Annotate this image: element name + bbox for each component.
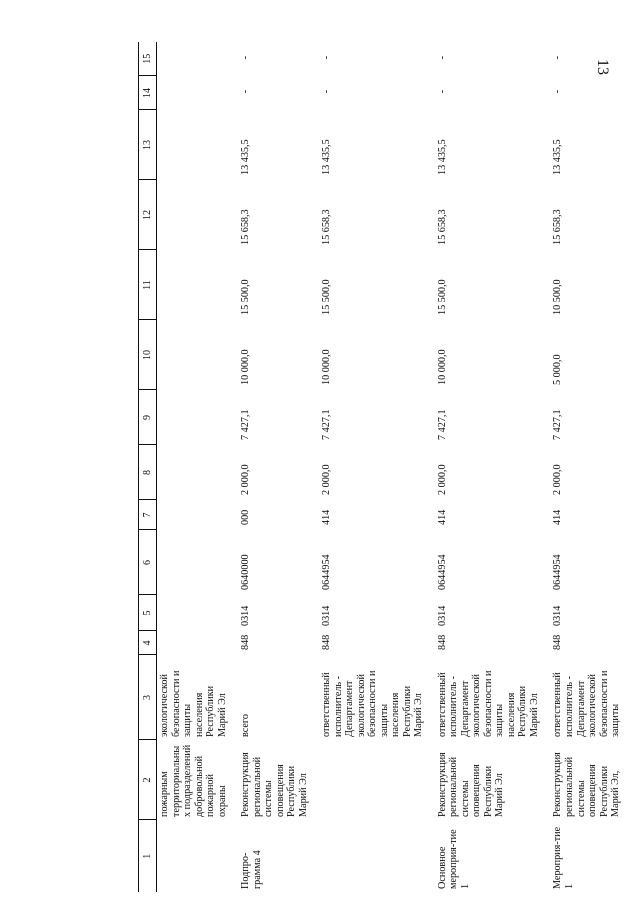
- table-cell: Реконструкция региональной системы оповещения Республики Марий Эл,: [552, 752, 622, 817]
- column-header-7: 7: [139, 500, 157, 530]
- column-header-13: 13: [139, 110, 157, 180]
- table-cell: 0644954: [436, 554, 448, 590]
- table-cell: [157, 820, 239, 892]
- table-cell: 15 500,0: [240, 279, 252, 315]
- table-row: [550, 42, 631, 892]
- table-cell: [157, 631, 239, 655]
- table-cell: -: [240, 89, 252, 94]
- table-cell: [157, 390, 239, 445]
- table-cell: 2 000,0: [436, 464, 448, 495]
- table-cell: [157, 500, 239, 530]
- table-cell: [157, 320, 239, 390]
- table-row: [157, 42, 239, 892]
- table-cell: [157, 76, 239, 110]
- table-cell: 848: [240, 634, 252, 650]
- table-cell: 0314: [321, 605, 333, 626]
- table-cell: пожарным территориальных подразделений добровольной пожарной охраны: [159, 744, 228, 817]
- table-cell: 7 427,1: [552, 409, 564, 440]
- table-cell: ответственный исполнитель - Департамент экологической безопасности и защиты населения Республики Марий Эл: [321, 670, 425, 737]
- table-cell: ответственный исполнитель - Департамент экологической безопасности и защиты населения Республики Марий Эл: [436, 670, 540, 737]
- column-header-3: 3: [139, 655, 157, 740]
- table-cell: -: [240, 55, 252, 60]
- table-cell: 15 658,3: [321, 209, 333, 245]
- table-cell: 848: [552, 634, 564, 650]
- column-header-15: 15: [139, 42, 157, 76]
- table-cell: 13 435,5: [552, 139, 564, 175]
- table-cell: 414: [436, 509, 448, 525]
- table-row: [319, 42, 435, 892]
- table-cell: 10 000,0: [436, 349, 448, 385]
- table-cell: 0640000: [240, 554, 252, 590]
- column-header-2: 2: [139, 740, 157, 820]
- table-cell: 15 500,0: [321, 279, 333, 315]
- table-cell: -: [321, 55, 333, 60]
- table-cell: -: [436, 89, 448, 94]
- table-cell: Реконструкция региональной системы оповещения Республики Марий Эл: [436, 752, 506, 817]
- table-cell: [319, 740, 435, 820]
- column-header-5: 5: [139, 595, 157, 631]
- table-cell: ответственный исполнитель - Департамент экологической безопасности и защиты: [552, 670, 622, 737]
- table-cell: 414: [552, 509, 564, 525]
- rotated-table-container: [138, 42, 622, 892]
- table-cell: [157, 530, 239, 595]
- column-header-8: 8: [139, 445, 157, 500]
- table-cell: [157, 42, 239, 76]
- column-header-1: 1: [139, 820, 157, 892]
- budget-table: [138, 42, 632, 892]
- table-row: [435, 42, 551, 892]
- column-header-10: 10: [139, 320, 157, 390]
- table-cell: 2 000,0: [321, 464, 333, 495]
- table-cell: 000: [240, 509, 252, 525]
- table-cell: 13 435,5: [321, 139, 333, 175]
- table-cell: экологической безопасности и защиты населения Республики Марий Эл: [159, 670, 228, 737]
- table-cell: 7 427,1: [240, 409, 252, 440]
- table-cell: 10 000,0: [321, 349, 333, 385]
- table-cell: 7 427,1: [436, 409, 448, 440]
- table-cell: [157, 250, 239, 320]
- table-cell: 0644954: [321, 554, 333, 590]
- table-cell: -: [321, 89, 333, 94]
- table-cell: 2 000,0: [552, 464, 564, 495]
- table-cell: [157, 180, 239, 250]
- column-header-6: 6: [139, 530, 157, 595]
- table-cell: [157, 445, 239, 500]
- table-cell: 13 435,5: [436, 139, 448, 175]
- table-cell: Мероприя-тие 1: [552, 826, 575, 889]
- table-row: [238, 42, 319, 892]
- table-cell: 10 500,0: [552, 279, 564, 315]
- table-cell: -: [552, 89, 564, 94]
- table-cell: 0314: [436, 605, 448, 626]
- table-cell: 848: [321, 634, 333, 650]
- column-header-14: 14: [139, 76, 157, 110]
- table-cell: 13 435,5: [240, 139, 252, 175]
- column-header-11: 11: [139, 250, 157, 320]
- table-cell: 0314: [552, 605, 564, 626]
- table-cell: 2 000,0: [240, 464, 252, 495]
- table-cell: [157, 110, 239, 180]
- table-cell: -: [552, 55, 564, 60]
- table-cell: 5 000,0: [552, 354, 564, 385]
- table-cell: 414: [321, 509, 333, 525]
- table-cell: 15 658,3: [436, 209, 448, 245]
- table-cell: Реконструкция региональной системы оповещения Республики Марий Эл: [240, 752, 309, 817]
- table-cell: 10 000,0: [240, 349, 252, 385]
- table-cell: -: [436, 55, 448, 60]
- column-header-12: 12: [139, 180, 157, 250]
- table-cell: [157, 595, 239, 631]
- table-cell: Подпро-грамма 4: [240, 850, 263, 889]
- table-cell: 0314: [240, 605, 252, 626]
- table-cell: 15 658,3: [552, 209, 564, 245]
- table-cell: 15 500,0: [436, 279, 448, 315]
- table-cell: [319, 820, 435, 892]
- table-cell: всего: [240, 714, 252, 737]
- page-number: 13: [594, 59, 611, 75]
- table-body: [157, 42, 632, 892]
- table-cell: 7 427,1: [321, 409, 333, 440]
- table-cell: Основное мероприя-тие 1: [436, 829, 471, 889]
- table-header-row: [139, 42, 157, 892]
- table-cell: 15 658,3: [240, 209, 252, 245]
- column-header-4: 4: [139, 631, 157, 655]
- table-cell: 0644954: [552, 554, 564, 590]
- table-cell: 848: [436, 634, 448, 650]
- column-header-9: 9: [139, 390, 157, 445]
